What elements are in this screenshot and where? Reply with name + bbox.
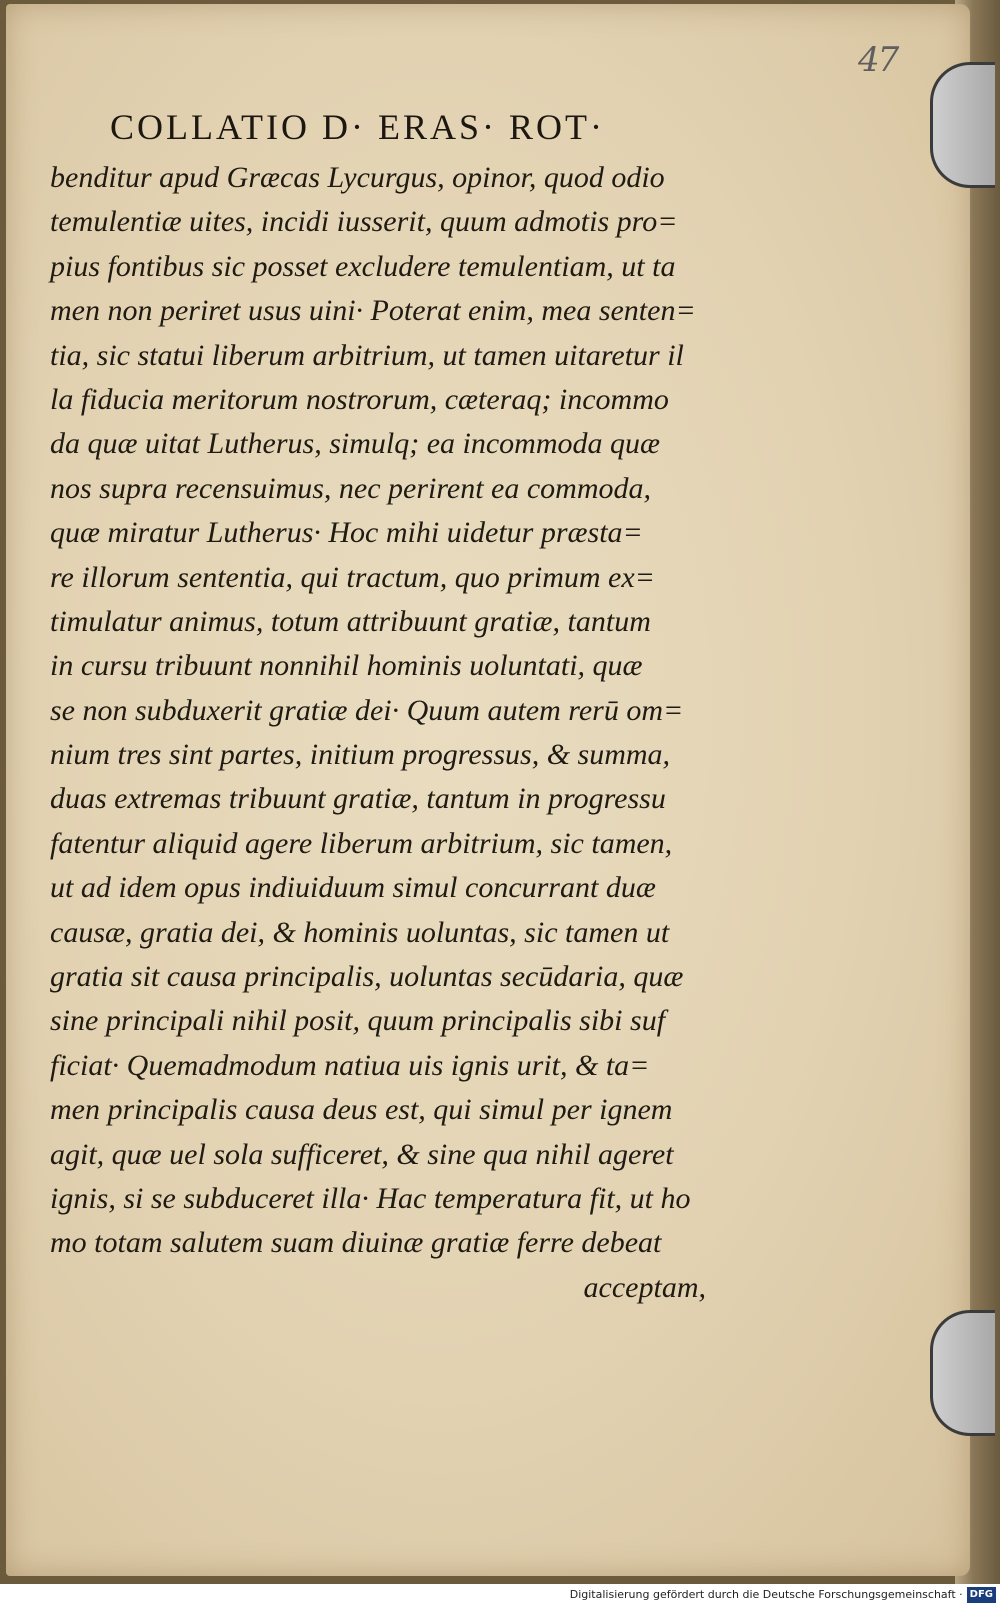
footer-text: Digitalisierung gefördert durch die Deutsche Forschungsgemeinschaft · — [569, 1588, 963, 1601]
text-line: ficiat· Quemadmodum natiua uis ignis urit, & ta= — [50, 1048, 650, 1082]
binder-clip-bottom — [930, 1310, 995, 1436]
text-line: la fiducia meritorum nostrorum, cæteraq; incommo — [50, 382, 669, 416]
body-text — [50, 156, 710, 1310]
text-line: men principalis causa deus est, qui simul per ignem — [50, 1093, 673, 1127]
text-line: tia, sic statui liberum arbitrium, ut tamen uitaretur il — [50, 338, 684, 372]
text-line: agit, quæ uel sola sufficeret, & sine qua nihil ageret — [50, 1137, 674, 1171]
text-line: nium tres sint partes, initium progressus, & summa, — [50, 738, 671, 772]
text-line: quæ miratur Lutherus· Hoc mihi uidetur præsta= — [50, 516, 643, 550]
text-line: fatentur aliquid agere liberum arbitrium, sic tamen, — [50, 826, 673, 860]
text-line: nos supra recensuimus, nec perirent ea commoda, — [50, 471, 652, 505]
text-line: pius fontibus sic posset excludere temulentiam, ut ta — [50, 249, 676, 283]
text-line: duas extremas tribuunt gratiæ, tantum in progressu — [50, 782, 666, 816]
text-line: sine principali nihil posit, quum principalis sibi suf — [50, 1004, 666, 1038]
text-line: benditur apud Græcas Lycurgus, opinor, quod odio — [50, 161, 665, 194]
text-line: men non periret usus uini· Poterat enim, mea senten= — [50, 294, 696, 328]
text-line: ignis, si se subduceret illa· Hac temperatura fit, ut ho — [50, 1181, 691, 1215]
text-line: in cursu tribuunt nonnihil hominis uoluntati, quæ — [50, 649, 643, 683]
dfg-logo: DFG — [967, 1587, 996, 1603]
text-line: re illorum sententia, qui tractum, quo primum ex= — [50, 560, 655, 594]
folio-number: 47 — [858, 40, 898, 80]
text-line: temulentiæ uites, incidi iusserit, quum admotis pro= — [50, 205, 678, 239]
digitization-footer — [0, 1584, 1000, 1606]
text-line: gratia sit causa principalis, uoluntas secūdaria, quæ — [50, 960, 684, 994]
catchword: acceptam, — [583, 1270, 706, 1304]
text-line: da quæ uitat Lutherus, simulq; ea incommoda quæ — [50, 427, 661, 461]
text-line: se non subduxerit gratiæ dei· Quum autem rerū om= — [50, 693, 684, 727]
binder-clip-top — [930, 62, 995, 188]
text-line: causæ, gratia dei, & hominis uoluntas, sic tamen ut — [50, 915, 670, 949]
text-line: mo totam salutem suam diuinæ gratiæ ferre debeat — [50, 1226, 662, 1260]
text-line: timulatur animus, totum attribuunt gratiæ, tantum — [50, 604, 651, 638]
book-page — [6, 4, 970, 1576]
running-head: COLLATIO D· ERAS· ROT· — [110, 107, 605, 147]
text-line: ut ad idem opus indiuiduum simul concurrant duæ — [50, 871, 656, 905]
